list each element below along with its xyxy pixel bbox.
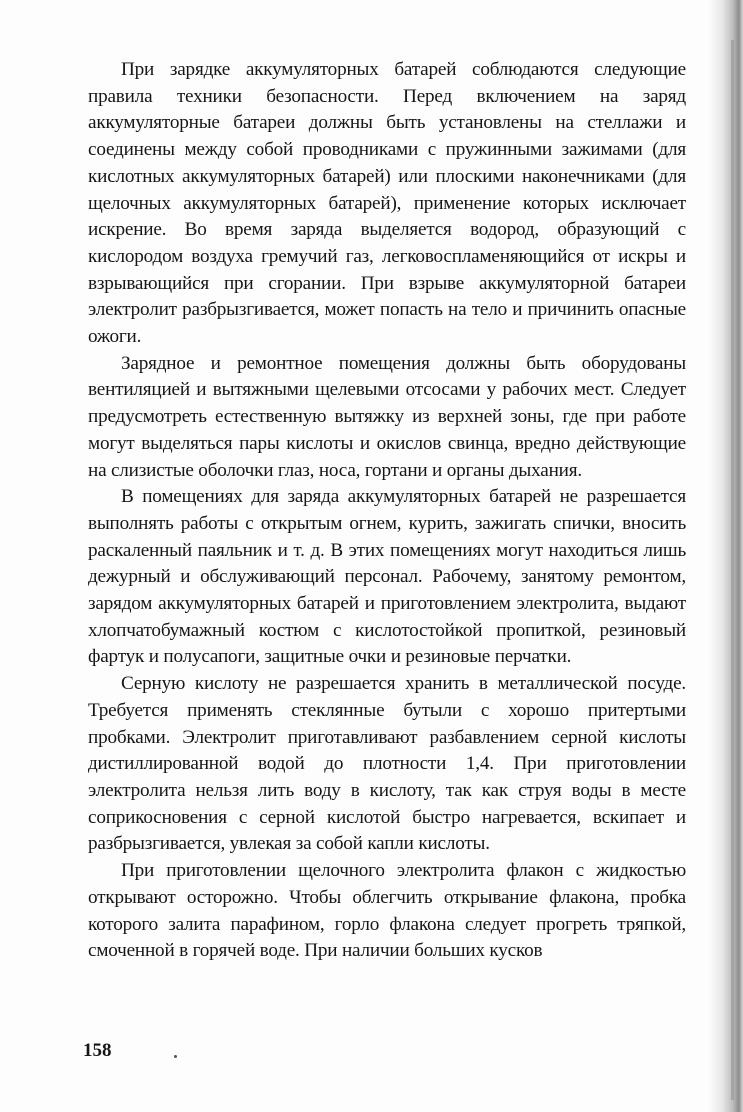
page-binding-edge — [709, 0, 743, 1112]
paragraph-2: Зарядное и ремонтное помещения должны быть оборудованы вентиляцией и вытяжными щелевыми отсосами у рабочих мест. Следует предусмотреть естественную вытяжку из верхней зоны, где при работе могут выделяться пары кислоты и окислов свинца, вредно действующие на слизистые оболочки глаз, носа, гортани и органы дыхания. — [88, 352, 686, 481]
page-edge-line — [731, 40, 734, 1100]
paragraph-1: При зарядке аккумуляторных батарей соблюдаются следующие правила техники безопасности. Перед включением на заряд аккумуляторные батареи должны быть установлены на стеллажи и соединены между собой проводниками с пружинными зажимами (для кислотных аккумуляторных батарей) или плоскими наконечниками (для щелочных аккумуляторных батарей), применение которых исключает искрение. Во время заряда выделяется водород, образующий с кислородом воздуха гремучий газ, легковоспламеняющийся от искры и взрывающийся при сгорании. При взрыве аккумуляторной батареи электролит разбрызгивается, может попасть на тело и причинить опасные ожоги. — [88, 59, 686, 348]
body-text — [88, 57, 686, 965]
paragraph-4: Серную кислоту не разрешается хранить в металлической посуде. Требуется применять стеклянные бутыли с хорошо притертыми пробками. Электролит приготавливают разбавлением серной кислоты дистиллированной водой до плотности 1,4. При приготовлении электролита нельзя лить воду в кислоту, так как струя воды в месте соприкосновения с серной кислотой быстро нагревается, вскипает и разбрызгивается, увлекая за собой капли кислоты. — [88, 673, 686, 855]
paragraph-3: В помещениях для заряда аккумуляторных батарей не разрешается выполнять работы с открытым огнем, курить, зажигать спички, вносить раскаленный паяльник и т. д. В этих помещениях могут находиться лишь дежурный и обслуживающий персонал. Рабочему, занятому ремонтом, зарядом аккумуляторных батарей и приготовлением электролита, выдают хлопчатобумажный костюм с кислотостойкой пропиткой, резиновый фартук и полусапоги, защитные очки и резиновые перчатки. — [88, 486, 686, 668]
paragraph-5: При приготовлении щелочного электролита флакон с жидкостью открывают осторожно. Чтобы облегчить открывание флакона, пробка которого залита парафином, горло флакона следует прогреть тряпкой, смоченной в горячей воде. При наличии больших кусков — [88, 860, 686, 962]
print-speck — [174, 1055, 177, 1058]
page-number: 158 — [83, 1040, 112, 1061]
